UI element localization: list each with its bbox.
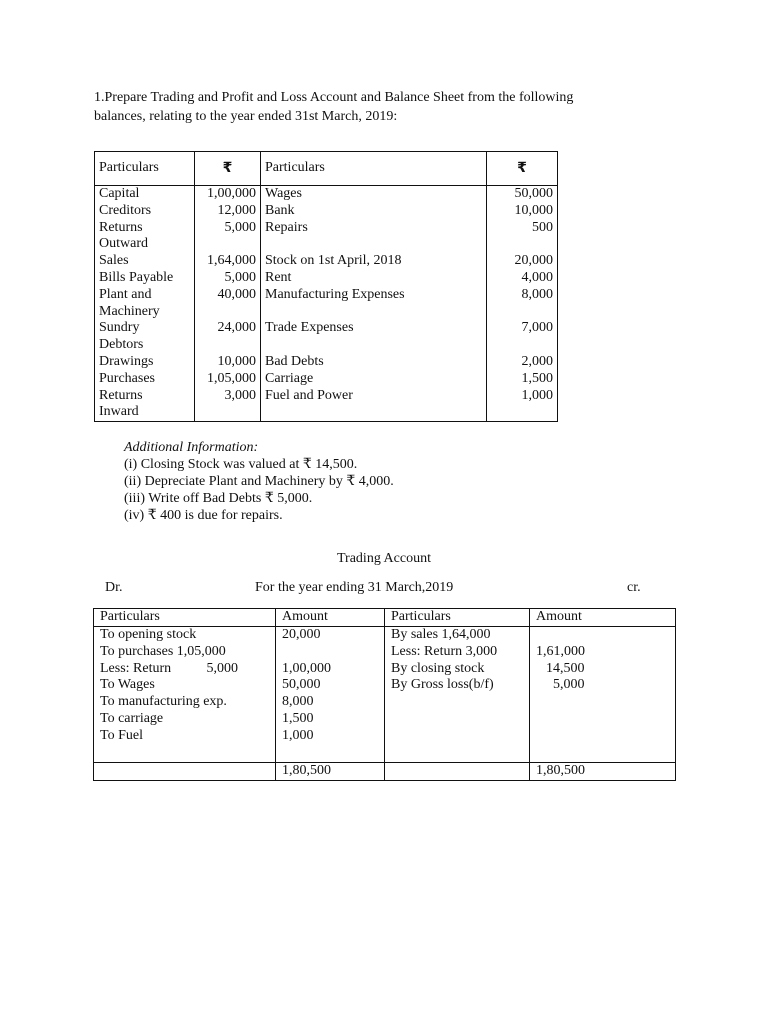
header-rupee-left: ₹ — [195, 152, 261, 186]
credit-amount: 5,000 — [553, 677, 585, 693]
balance-right-particular: Repairs — [261, 220, 487, 237]
debit-amount: 50,000 — [282, 677, 321, 693]
balance-right-amount: 1,500 — [487, 371, 558, 388]
balance-left-particular: Sundry — [95, 320, 195, 337]
balance-right-amount: 1,000 — [487, 388, 558, 405]
balance-left-amount: 40,000 — [195, 287, 261, 304]
balance-left-amount: 12,000 — [195, 203, 261, 220]
debit-line: To carriage — [100, 710, 164, 726]
trading-body-row — [94, 627, 676, 763]
balance-row — [95, 320, 558, 337]
credit-line: By closing stock — [391, 660, 485, 676]
balance-left-particular: Bills Payable — [95, 270, 195, 287]
trading-total-row — [94, 763, 676, 781]
additional-info-item: (iii) Write off Bad Debts ₹ 5,000. — [124, 491, 313, 506]
balance-right-particular — [261, 404, 487, 421]
credit-line: Less: Return 3,000 — [391, 643, 498, 659]
header-particulars-left: Particulars — [95, 152, 195, 186]
debit-amounts — [276, 627, 385, 763]
balance-left-amount: 5,000 — [195, 270, 261, 287]
balance-row — [95, 304, 558, 321]
balance-row — [95, 236, 558, 253]
credit-amounts — [530, 627, 676, 763]
balance-right-particular: Bank — [261, 203, 487, 220]
balance-left-amount — [195, 337, 261, 354]
balance-right-amount: 7,000 — [487, 320, 558, 337]
balance-row — [95, 371, 558, 388]
balance-left-particular: Drawings — [95, 354, 195, 371]
trading-header-amount-cr: Amount — [530, 609, 676, 627]
balance-right-particular: Wages — [261, 186, 487, 203]
balance-left-amount: 10,000 — [195, 354, 261, 371]
balance-left-particular: Capital — [95, 186, 195, 203]
balance-row — [95, 388, 558, 405]
credit-total: 1,80,500 — [530, 763, 676, 781]
header-rupee-right: ₹ — [487, 152, 558, 186]
balance-left-particular: Plant and — [95, 287, 195, 304]
balance-right-amount — [487, 404, 558, 421]
balance-left-particular: Purchases — [95, 371, 195, 388]
trading-header-row — [94, 609, 676, 627]
question-line-2: balances, relating to the year ended 31st March, 2019: — [94, 109, 398, 124]
additional-information — [124, 439, 394, 524]
total-blank-dr — [94, 763, 276, 781]
balance-right-amount: 50,000 — [487, 186, 558, 203]
debit-line: To purchases 1,05,000 — [100, 643, 226, 659]
balance-left-amount — [195, 304, 261, 321]
balance-left-particular: Inward — [95, 404, 195, 421]
balance-row — [95, 270, 558, 287]
header-particulars-right: Particulars — [261, 152, 487, 186]
balance-right-amount: 20,000 — [487, 253, 558, 270]
trading-header-particulars-dr: Particulars — [94, 609, 276, 627]
less-return-line — [100, 661, 238, 678]
cr-label: cr. — [627, 580, 641, 595]
balance-row — [95, 220, 558, 237]
debit-amount: 1,000 — [282, 727, 314, 743]
dr-label: Dr. — [105, 580, 123, 595]
debit-amount: 1,00,000 — [282, 660, 331, 676]
credit-particulars — [385, 627, 530, 763]
balance-left-particular: Sales — [95, 253, 195, 270]
balance-left-particular: Returns — [95, 220, 195, 237]
balance-left-particular: Machinery — [95, 304, 195, 321]
balance-left-particular: Creditors — [95, 203, 195, 220]
trading-account-table — [93, 608, 676, 781]
balance-right-particular: Trade Expenses — [261, 320, 487, 337]
credit-amount — [536, 627, 669, 644]
balance-right-particular: Manufacturing Expenses — [261, 287, 487, 304]
balance-right-particular: Bad Debts — [261, 354, 487, 371]
balance-right-amount — [487, 337, 558, 354]
additional-info-item: (i) Closing Stock was valued at ₹ 14,500. — [124, 457, 358, 472]
balance-right-particular — [261, 337, 487, 354]
additional-info-item: (ii) Depreciate Plant and Machinery by ₹ 4,000. — [124, 474, 394, 489]
balance-right-amount — [487, 236, 558, 253]
balance-row — [95, 337, 558, 354]
trading-account-title: Trading Account — [337, 551, 431, 566]
question-text — [94, 88, 654, 126]
balance-right-amount: 500 — [487, 220, 558, 237]
balance-left-amount: 1,64,000 — [195, 253, 261, 270]
credit-line: By Gross loss(b/f) — [391, 677, 494, 693]
debit-line: To opening stock — [100, 627, 197, 642]
trading-header-particulars-cr: Particulars — [385, 609, 530, 627]
balance-right-particular: Stock on 1st April, 2018 — [261, 253, 487, 270]
balance-left-particular: Returns — [95, 388, 195, 405]
credit-line: By sales 1,64,000 — [391, 627, 491, 642]
debit-line: To Fuel — [100, 727, 143, 743]
balance-left-amount — [195, 404, 261, 421]
balance-row — [95, 203, 558, 220]
debit-line: Less: Return — [100, 660, 172, 676]
balance-right-particular — [261, 304, 487, 321]
balance-left-particular: Outward — [95, 236, 195, 253]
balances-table — [94, 151, 558, 422]
balance-right-amount: 8,000 — [487, 287, 558, 304]
balance-row — [95, 287, 558, 304]
balance-row — [95, 253, 558, 270]
debit-amount: 1,500 — [282, 710, 314, 726]
balance-right-particular: Carriage — [261, 371, 487, 388]
trading-header-amount-dr: Amount — [276, 609, 385, 627]
balance-left-amount: 24,000 — [195, 320, 261, 337]
balance-row — [95, 186, 558, 203]
balance-left-amount: 5,000 — [195, 220, 261, 237]
balances-header-row — [95, 152, 558, 186]
debit-particulars — [94, 627, 276, 763]
balance-right-amount — [487, 304, 558, 321]
less-return-amount: 5,000 — [206, 660, 238, 676]
debit-amount: 20,000 — [282, 627, 321, 642]
debit-total: 1,80,500 — [276, 763, 385, 781]
balance-left-particular: Debtors — [95, 337, 195, 354]
balance-right-particular — [261, 236, 487, 253]
balance-row — [95, 404, 558, 421]
additional-info-item: (iv) ₹ 400 is due for repairs. — [124, 508, 283, 523]
question-line-1: 1.Prepare Trading and Profit and Loss Account and Balance Sheet from the following — [94, 90, 574, 105]
balance-left-amount: 1,05,000 — [195, 371, 261, 388]
balance-right-particular: Rent — [261, 270, 487, 287]
balance-left-amount: 1,00,000 — [195, 186, 261, 203]
debit-line: To Wages — [100, 677, 155, 693]
additional-info-title: Additional Information: — [124, 440, 259, 455]
debit-amount — [282, 644, 378, 661]
total-blank-cr — [385, 763, 530, 781]
balance-left-amount — [195, 236, 261, 253]
debit-amount: 8,000 — [282, 694, 314, 710]
balance-right-particular: Fuel and Power — [261, 388, 487, 405]
balance-right-amount: 2,000 — [487, 354, 558, 371]
period-label: For the year ending 31 March,2019 — [255, 580, 454, 595]
credit-amount: 1,61,000 — [536, 643, 585, 659]
balance-left-amount: 3,000 — [195, 388, 261, 405]
balance-right-amount: 4,000 — [487, 270, 558, 287]
balance-row — [95, 354, 558, 371]
credit-amount: 14,500 — [546, 660, 585, 676]
debit-line: To manufacturing exp. — [100, 694, 227, 710]
balance-right-amount: 10,000 — [487, 203, 558, 220]
